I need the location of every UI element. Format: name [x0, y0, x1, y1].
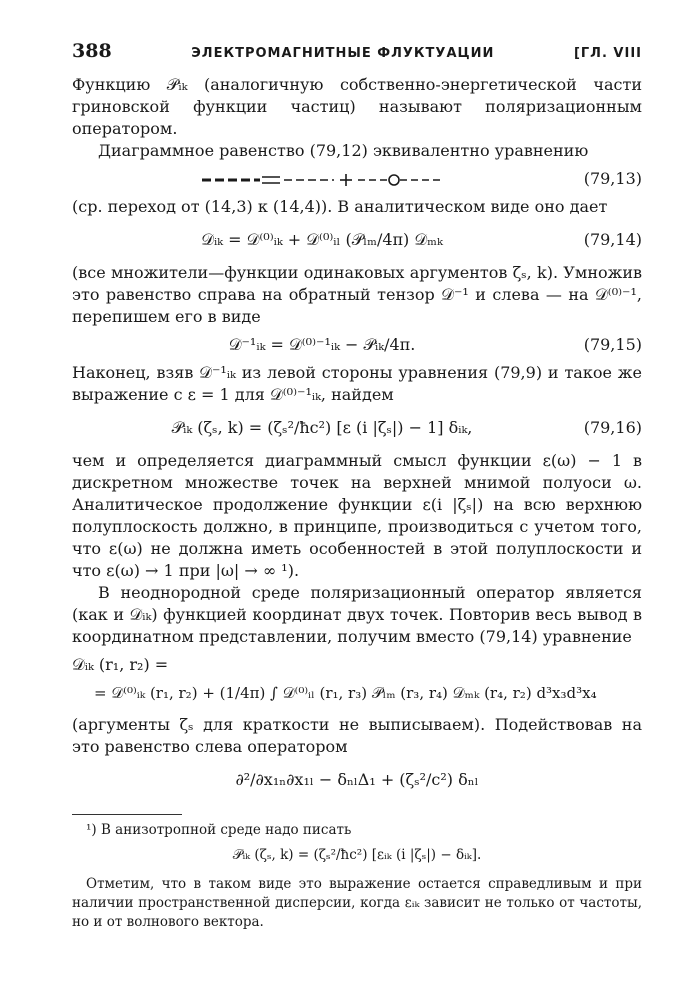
paragraph-3: (ср. переход от (14,3) к (14,4)). В аналитическом виде оно дает [72, 197, 608, 216]
equation-body: 𝒟⁻¹ᵢₖ = 𝒟⁽⁰⁾⁻¹ᵢₖ − 𝒫ᵢₖ/4π. [228, 335, 416, 354]
page-number: 388 [72, 40, 112, 62]
equation-79-16 [72, 408, 642, 448]
equation-number: (79,14) [583, 230, 642, 249]
equation-operator [72, 760, 642, 800]
footnote-rule [72, 814, 182, 815]
equation-body: 𝒟ᵢₖ (r₁, r₂) = [72, 655, 169, 674]
equation-79-15 [72, 330, 642, 360]
paragraph-1: Функцию 𝒫ᵢₖ (аналогичную собственно-энергетической части гриновской функции частиц) называют поляризационным оператором. [72, 75, 642, 138]
equation-number: (79,16) [583, 418, 642, 437]
paragraph-4: (все множители—функции одинаковых аргументов ζₛ, k). Умножив это равенство справа на обратный тензор 𝒟⁻¹ и слева — на 𝒟⁽⁰⁾⁻¹, перепишем его в виде [72, 263, 642, 326]
equation-number: (79,13) [583, 169, 642, 188]
footnote-text-2: Отметим, что в таком виде это выражение остается справедливым и при наличии пространственной дисперсии, когда εᵢₖ зависит не только от частоты, но и от волнового вектора. [72, 876, 642, 930]
chapter-label: [ГЛ. VIII [573, 46, 642, 61]
feynman-diagram [72, 168, 572, 188]
paragraph-6: чем и определяется диаграммный смысл функции ε(ω) − 1 в дискретном множестве точек на верхней мнимой полуоси ω. Аналитическое продолжение функции ε(i |ζₛ|) на всю верхнюю полуплоскость должно, в принципе, производиться с учетом того, что ε(ω) не должна иметь особенностей в этой полуплоскости и что ε(ω) → 1 при |ω| → ∞ ¹). [72, 451, 642, 580]
equation-body: 𝒟ᵢₖ = 𝒟⁽⁰⁾ᵢₖ + 𝒟⁽⁰⁾ᵢₗ (𝒫ₗₘ/4π) 𝒟ₘₖ [201, 230, 443, 249]
equation-body: ∂²/∂x₁ₙ∂x₁ₗ − δₙₗΔ₁ + (ζₛ²/c²) δₙₗ [235, 770, 479, 789]
equation-body: 𝒫ᵢₖ (ζₛ, k) = (ζₛ²/ħc²) [ε (i |ζₛ|) − 1] δᵢₖ, [171, 418, 473, 437]
equation-long-line-2 [72, 678, 642, 712]
paragraph-5: Наконец, взяв 𝒟⁻¹ᵢₖ из левой стороны уравнения (79,9) и такое же выражение с ε = 1 для 𝒟⁽⁰⁾⁻¹ᵢₖ, найдем [72, 363, 642, 404]
equation-long-line-1 [72, 650, 642, 676]
equation-body: = 𝒟⁽⁰⁾ᵢₖ (r₁, r₂) + (1/4π) ∫ 𝒟⁽⁰⁾ᵢₗ (r₁, r₃) 𝒫ₗₘ (r₃, r₄) 𝒟ₘₖ (r₄, r₂) d³x₃d³x₄ [94, 684, 597, 702]
equation-number: (79,15) [583, 335, 642, 354]
paragraph-7: В неоднородной среде поляризационный оператор является (как и 𝒟ᵢₖ) функцией координат двух точек. Повторив весь вывод в координатном представлении, получим вместо (79,14) уравнение [72, 583, 642, 646]
page-header [72, 40, 642, 74]
footnote-equation: 𝒫ᵢₖ (ζₛ, k) = (ζₛ²/ħc²) [εᵢₖ (i |ζₛ|) − δᵢₖ]. [232, 847, 482, 863]
paragraph-8: (аргументы ζₛ для краткости не выписываем). Подействовав на это равенство слева оператором [72, 715, 642, 756]
equation-79-14 [72, 220, 642, 260]
footnote-text-1: ¹) В анизотропной среде надо писать [86, 822, 352, 838]
equation-79-13 [72, 164, 642, 194]
running-title: ЭЛЕКТРОМАГНИТНЫЕ ФЛУКТУАЦИИ [191, 46, 495, 61]
paragraph-2: Диаграммное равенство (79,12) эквивалентно уравнению [98, 141, 589, 160]
